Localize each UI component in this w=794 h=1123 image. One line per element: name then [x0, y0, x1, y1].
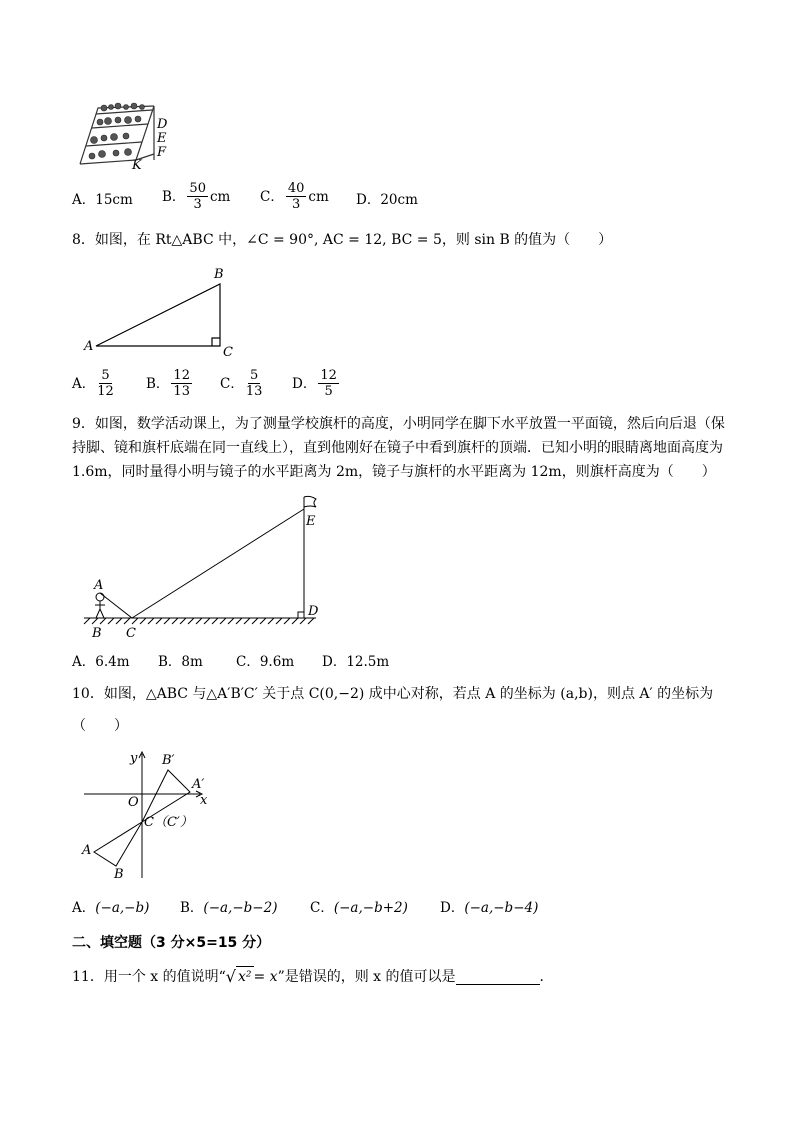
shelf-label-e: E — [157, 131, 167, 146]
q9-label-e: E — [306, 514, 316, 529]
q8-stem: 8．如图，在 Rt△ABC 中，∠C = 90°, AC = 12, BC = 5，则 sin B 的值为（ ） — [72, 232, 613, 248]
q10-option-c: C．(−a,−b+2) — [310, 900, 408, 916]
q10-label-b-prime: B′ — [162, 753, 175, 768]
q10-label-a: A — [82, 843, 92, 858]
q9-stem-line3: 1.6m，同时量得小明与镜子的水平距离为 2m，镜子与旗杆的水平距离为 12m，则旗杆高度为（ ） — [72, 464, 716, 480]
q9-label-b: B — [92, 626, 102, 641]
q7-option-a: A．15cm — [72, 192, 133, 208]
q8-triangle-figure — [80, 262, 250, 362]
q11-stem: 11．用一个 x 的值说明“ √ x² = x ”是错误的，则 x 的值可以是 ． — [72, 966, 554, 986]
q8-label-c: C — [223, 345, 233, 360]
q10-label-o: O — [128, 795, 139, 810]
q9-option-d: D．12.5m — [322, 654, 390, 670]
q9-stem-line2: 持脚、镜和旗杆底端在同一直线上），直到他刚好在镜子中看到旗杆的顶端．已知小明的眼睛离地面高度为 — [72, 440, 723, 456]
q8-label-a: A — [84, 339, 94, 354]
q9-label-c: C — [126, 626, 136, 641]
shelf-label-k: K — [132, 158, 142, 173]
q10-label-y: y — [130, 751, 138, 766]
shelf-figure — [76, 98, 168, 173]
q8-option-a: A． $\frac{5}{12}$ — [72, 368, 114, 399]
shelf-label-f: F — [157, 145, 167, 160]
q7-option-b: B． $\frac{50}{3}$ cm — [162, 181, 231, 212]
q8-option-c: C． $\frac{5}{13}$ — [220, 368, 263, 399]
section-heading-fill-in: 二、填空题（3 分×5=15 分） — [72, 935, 271, 951]
q10-option-d: D．(−a,−b−4) — [440, 900, 539, 916]
q10-coordinate-figure — [80, 748, 220, 884]
q10-option-b: B．(−a,−b−2) — [180, 900, 278, 916]
q10-stem-line2: （ ） — [72, 718, 128, 734]
q9-option-c: C．9.6m — [236, 654, 295, 670]
q10-label-x: x — [200, 793, 208, 808]
shelf-label-d: D — [157, 117, 168, 132]
q9-label-a: A — [94, 578, 104, 593]
q9-option-b: B．8m — [158, 654, 203, 670]
q8-label-b: B — [214, 267, 224, 282]
q10-label-b: B — [114, 867, 124, 882]
q7-option-d: D．20cm — [356, 192, 418, 208]
q8-option-b: B． $\frac{12}{13}$ — [146, 368, 190, 399]
answer-blank[interactable] — [456, 968, 540, 985]
q9-flagpole-figure — [80, 495, 330, 645]
sqrt-symbol: √ x² — [225, 966, 252, 986]
q8-option-d: D． $\frac{12}{5}$ — [292, 368, 337, 399]
q9-option-a: A．6.4m — [72, 654, 130, 670]
q9-stem-line1: 9．如图，数学活动课上，为了测量学校旗杆的高度，小明同学在脚下水平放置一平面镜，然后向后退（保 — [72, 416, 725, 432]
q10-option-a: A．(−a,−b) — [72, 900, 150, 916]
q7-option-c: C． $\frac{40}{3}$ cm — [260, 181, 329, 212]
q9-label-d: D — [308, 604, 319, 619]
q10-stem-line1: 10．如图，△ABC 与△A′B′C′ 关于点 C(0,−2) 成中心对称，若点 A 的坐标为 (a,b)，则点 A′ 的坐标为 — [72, 686, 714, 702]
q10-label-c: C（C′） — [144, 815, 193, 830]
q10-label-a-prime: A′ — [192, 777, 205, 792]
